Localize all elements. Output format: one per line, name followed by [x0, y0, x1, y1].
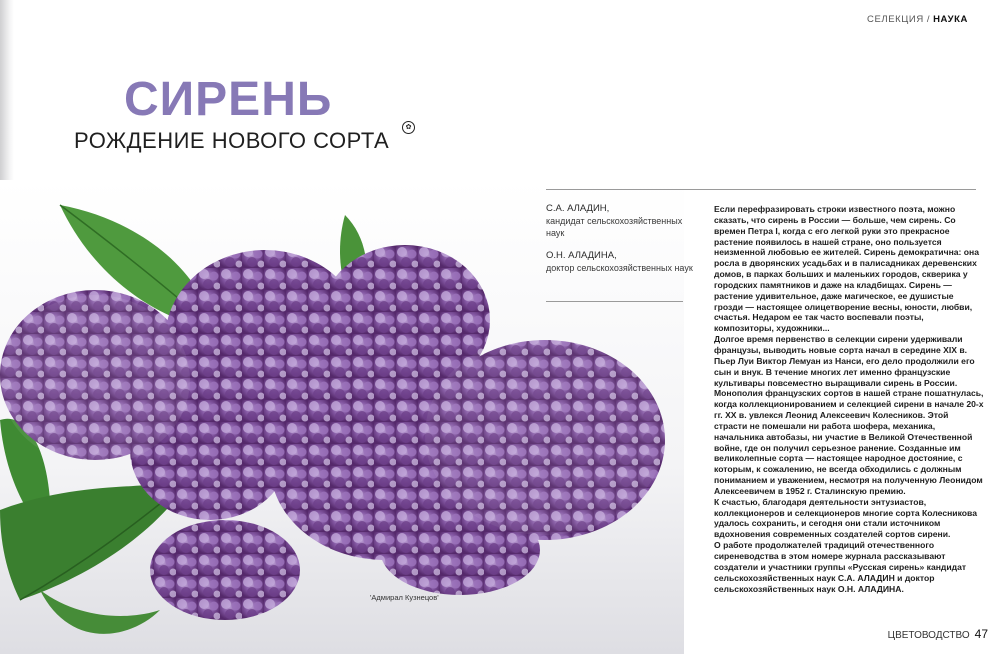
page-footer [888, 627, 988, 641]
article-subtitle: РОЖДЕНИЕ НОВОГО СОРТА [74, 128, 390, 153]
flower-mark-icon: ✿ [402, 121, 415, 134]
rubric-label: НАУКА [933, 14, 968, 25]
paragraph: Если перефразировать строки известного поэта, можно сказать, что сирень в России — больше, чем сирень. Со времен Петра I, когда с его легкой руки это прекрасное растение появилось в нашей стране, оно пользуется неизменной любовью ее жителей. Сирень демократична: она росла в дворянских усадьбах и в палисадниках деревенских домов, в парках больших и маленьких городов, скверика у городских памятников и даже на кладбищах. Сирень — растение удивительное, даже магическое, ее душистые грозди — настоящее олицетворение весны, юности, любви, счастья. Недаром ее так часто воспевали поэты, композиторы, художники... [714, 204, 980, 334]
header-separator: / [926, 14, 931, 25]
section-header [867, 14, 968, 25]
magazine-name: ЦВЕТОВОДСТВО [887, 630, 970, 641]
article-title: СИРЕНЬ [124, 73, 333, 126]
photo-caption: 'Адмирал Кузнецов' [370, 593, 439, 602]
author-name: С.А. АЛАДИН, [546, 203, 610, 214]
authors-block [546, 203, 696, 285]
author-entry [546, 203, 696, 239]
author-degree: доктор сельскохозяйственных наук [546, 263, 693, 273]
paragraph: К счастью, благодаря деятельности энтузиастов, коллекционеров и селекционеров многие сорта Колесникова удалось сохранить, и сегодня они стали источником вдохновения современных создателей сортов сирени. [714, 496, 977, 540]
paragraph: Долгое время первенство в селекции сирени удерживали французы, выводить новые сорта начал в середине XIX в. Пьер Луи Виктор Лемуан из Нанси, его дело продолжили его сын и внук. В течение многих лет именно французские культивары повсеместно выращивали сирень в России. Монополия французских сортов в нашей стране пошатнулась, когда коллекционированием и селекцией сирени в начале 20-х гг. XX в. увлекся Леонид Алексеевич Колесников. Этой страсти не помешали ни работа шофера, механика, начальника автобазы, ни участие в Великой Отечественной войне, где он получил серьезное ранение. Созданные им великолепные сорта — настоящее народное достояние, с которым, к сожалению, не всегда обходились с должным пониманием и уважением, несмотря на полученную Леонидом Алексеевичем в 1952 г. Сталинскую премию. [714, 334, 984, 496]
author-name: О.Н. АЛАДИНА, [546, 250, 617, 261]
page-number: 47 [974, 627, 988, 641]
paragraph: О работе продолжателей традиций отечественного сиреневодства в этом номере журнала рассказывают создатели и участники группы «Русская сирень» кандидат сельскохозяйственных наук С.А. АЛАДИН и доктор сельскохозяйственных наук О.Н. АЛАДИНА. [714, 540, 967, 594]
section-label: СЕЛЕКЦИЯ [866, 14, 924, 25]
divider [546, 189, 976, 190]
divider [546, 301, 683, 302]
author-degree: кандидат сельскохозяйственных наук [546, 216, 683, 238]
author-entry [546, 250, 696, 274]
article-body [714, 204, 984, 594]
